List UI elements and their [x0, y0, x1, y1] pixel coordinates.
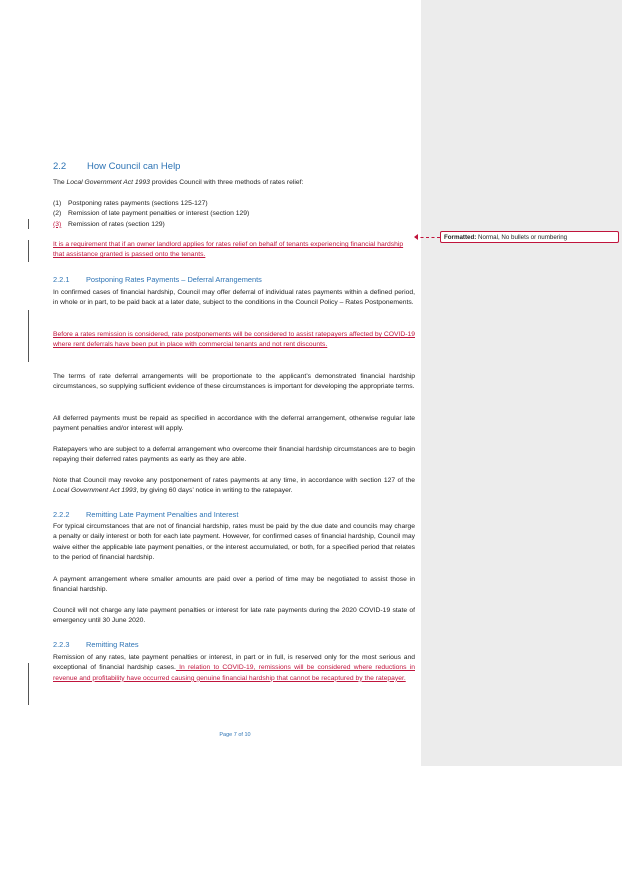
subsection-number: 2.2.2 [53, 510, 70, 519]
deferral-paragraph-insertion: Before a rates remission is considered, rate postponements will be considered to assist ratepayers affected by COVID-19 where rent deferrals have been put in place with commercial tenants and not rent discounts. [53, 331, 415, 349]
list-item [53, 199, 249, 209]
change-bar [28, 240, 29, 262]
comment-leader-line [415, 237, 440, 238]
penalties-paragraph-1: For typical circumstances that are not of financial hardship, rates must be paid by the due date and councils may charge a penalty or daily interest or both for each late payment. However, for confirmed cases of financial hardship, Council may waive either the applicable late payment penalties, or the interest accumulated, or both, for a specified period that relates to the period of financial hardship. [53, 523, 415, 562]
section-title: How Council can Help [87, 161, 181, 172]
list-item [53, 220, 249, 230]
intro-text: The [53, 179, 67, 186]
methods-list [53, 199, 249, 230]
comment-arrow-icon [414, 234, 418, 240]
change-bar [28, 219, 29, 229]
list-marker: (1) [53, 200, 62, 207]
page-footer: Page 7 of 10 [219, 732, 251, 738]
intro-text-end: provides Council with three methods of rates relief: [149, 179, 304, 186]
comment-margin-pane [421, 0, 622, 766]
deferral-paragraph-1: In confirmed cases of financial hardship, Council may offer deferral of individual rates payments within a defined period, in whole or in part, to be paid back at a later date, subject to the conditions in the Council Policy – Rates Postponements. [53, 289, 415, 307]
subsection-title: Remitting Rates [86, 640, 139, 649]
remission-paragraph [53, 653, 415, 684]
list-item-text: Remission of rates (section 129) [68, 220, 165, 228]
paragraph-text-end: , by giving 60 days’ notice in writing to the ratepayer. [136, 487, 293, 495]
penalties-paragraph-3: Council will not charge any late payment penalties or interest for late rate payments during the 2020 COVID-19 state of emergency until 30 June 2020. [53, 607, 415, 625]
list-item-text: Postponing rates payments (sections 125-127) [68, 200, 208, 207]
comment-text: Normal, No bullets or numbering [476, 234, 568, 241]
paragraph-text: Remission of any rates, late payment penalties or interest, in part or in full, is reserved only for the most serious and exceptional of financial hardship cases. [53, 654, 415, 672]
formatting-comment-balloon[interactable] [440, 231, 619, 243]
list-item-text: Remission of late payment penalties or interest (section 129) [68, 210, 250, 218]
subsection-number: 2.2.1 [53, 275, 70, 284]
comment-label: Formatted: [444, 234, 477, 241]
deferral-paragraph-3: The terms of rate deferral arrangements will be proportionate to the applicant’s demonstrated financial hardship circumstances, so supplying sufficient evidence of these circumstances is important for developing the appropriate terms. [53, 373, 415, 391]
section-number: 2.2 [53, 161, 67, 172]
intro-paragraph [53, 178, 415, 188]
subsection-title: Remitting Late Payment Penalties and Interest [86, 510, 239, 519]
subsection-heading-2-2-3 [53, 640, 139, 649]
list-marker: (2) [53, 210, 62, 218]
deferral-paragraph-5: Ratepayers who are subject to a deferral arrangement who overcome their financial hardship circumstances are to begin repaying their deferred rates payments as early as they are able. [53, 446, 415, 464]
deferral-paragraph-4: All deferred payments must be repaid as specified in accordance with the deferral arrangement, otherwise regular late payment penalties and/or interest will apply. [53, 415, 415, 433]
penalties-paragraph-2: A payment arrangement where smaller amounts are paid over a period of time may be negotiated to assist those in financial hardship. [53, 576, 415, 594]
section-heading [53, 161, 180, 172]
paragraph-insertion: In relation to COVID-19, remissions will be considered where reductions in revenue and profitability have occurred causing genuine financial hardship that cannot be recaptured by the ratepayer. [53, 664, 415, 682]
subsection-number: 2.2.3 [53, 640, 70, 649]
list-item [53, 209, 249, 219]
subsection-heading-2-2-1 [53, 275, 262, 284]
change-bar [28, 663, 29, 705]
intro-act: Local Government Act 1993 [66, 179, 150, 186]
subsection-title: Postponing Rates Payments – Deferral Arrangements [86, 275, 262, 284]
subsection-heading-2-2-2 [53, 510, 238, 519]
change-bar [28, 310, 29, 362]
list-marker: (3) [53, 220, 62, 228]
paragraph-text: Note that Council may revoke any postponement of rates payments at any time, in accordance with section 127 of the [53, 477, 415, 484]
deferral-paragraph-6 [53, 476, 415, 497]
tenant-paragraph-insertion: It is a requirement that if an owner landlord applies for rates relief on behalf of tenants experiencing financial hardship that assistance granted is passed onto the tenants. [53, 241, 404, 259]
paragraph-act: Local Government Act 1993 [53, 487, 137, 495]
